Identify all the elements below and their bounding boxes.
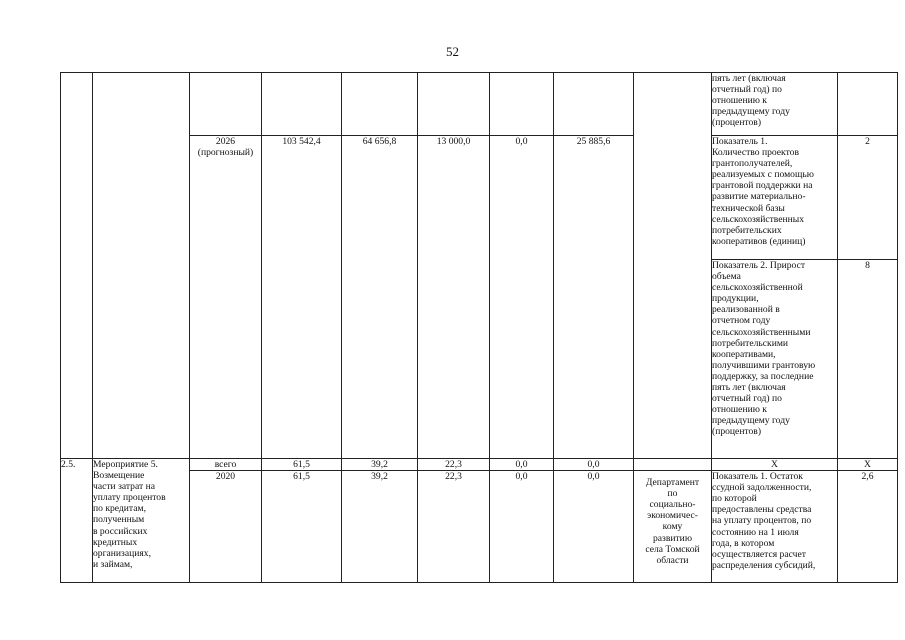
cell-total-department — [634, 459, 712, 471]
table-row — [61, 73, 898, 136]
table-row — [61, 459, 898, 471]
cell-department-2020: Департамент по социально- экономичес- кому развитию села Томской области — [634, 471, 712, 583]
cell-name-continued — [93, 73, 190, 459]
budget-table — [60, 72, 898, 583]
cell-total-federal: 39,2 — [342, 459, 418, 471]
indicator-2-text: Показатель 2. Прирост объема сельскохозяйственной продукции, реализованной в отчетном году сельскохозяйственными потребительскими кооперативами, получившими грантовую поддержку, за последние пять лет (включая отчетный год) по отношению к предыдущему году (процентов) — [712, 260, 838, 459]
cell-blank — [342, 73, 418, 136]
cell-number-2-5: 2.5. — [61, 459, 93, 583]
cell-total-regional: 22,3 — [418, 459, 490, 471]
cell-total-2026: 103 542,4 — [262, 136, 342, 459]
indicator-tail-text: пять лет (включая отчетный год) по отношению к предыдущему году (процентов) — [712, 73, 838, 136]
cell-blank — [490, 73, 554, 136]
cell-number-continued — [61, 73, 93, 459]
cell-sum-2020: 61,5 — [262, 471, 342, 583]
cell-total-sum: 61,5 — [262, 459, 342, 471]
cell-department-continued — [634, 73, 712, 459]
indicator-tail-value — [838, 73, 898, 136]
cell-federal-2020: 39,2 — [342, 471, 418, 583]
cell-blank — [554, 73, 634, 136]
cell-local-2026: 0,0 — [490, 136, 554, 459]
indicator-1-text: Показатель 1. Количество проектов грантополучателей, реализуемых с помощью грантовой поддержки на развитие материально- технической базы сельскохозяйственных потребительских кооперативов (единиц) — [712, 136, 838, 260]
indicator-1-value: 2 — [838, 136, 898, 260]
cell-federal-2026: 64 656,8 — [342, 136, 418, 459]
cell-other-2020: 0,0 — [554, 471, 634, 583]
indicator-2020-text: Показатель 1. Остаток ссудной задолженности, по которой предоставлены средства на уплату процентов, по состоянию на 1 июля года, в котором осуществляется расчет распределения субсидий, — [712, 471, 838, 583]
cell-total-label: всего — [190, 459, 262, 471]
cell-year-2026: 2026 (прогнозный) — [190, 136, 262, 459]
page-number: 52 — [446, 44, 459, 59]
cell-total-local: 0,0 — [490, 459, 554, 471]
cell-local-2020: 0,0 — [490, 471, 554, 583]
cell-blank — [262, 73, 342, 136]
cell-total-other: 0,0 — [554, 459, 634, 471]
cell-regional-2026: 13 000,0 — [418, 136, 490, 459]
cell-blank — [418, 73, 490, 136]
cell-regional-2020: 22,3 — [418, 471, 490, 583]
cell-total-indicator-value: X — [838, 459, 898, 471]
cell-year-2020: 2020 — [190, 471, 262, 583]
cell-name-2-5: Мероприятие 5. Возмещение части затрат на уплату процентов по кредитам, полученным в российских кредитных организациях, и займам, — [93, 459, 190, 583]
cell-total-indicator: X — [712, 459, 838, 471]
cell-other-2026: 25 885,6 — [554, 136, 634, 459]
cell-year-blank — [190, 73, 262, 136]
indicator-2020-value: 2,6 — [838, 471, 898, 583]
indicator-2-value: 8 — [838, 260, 898, 459]
